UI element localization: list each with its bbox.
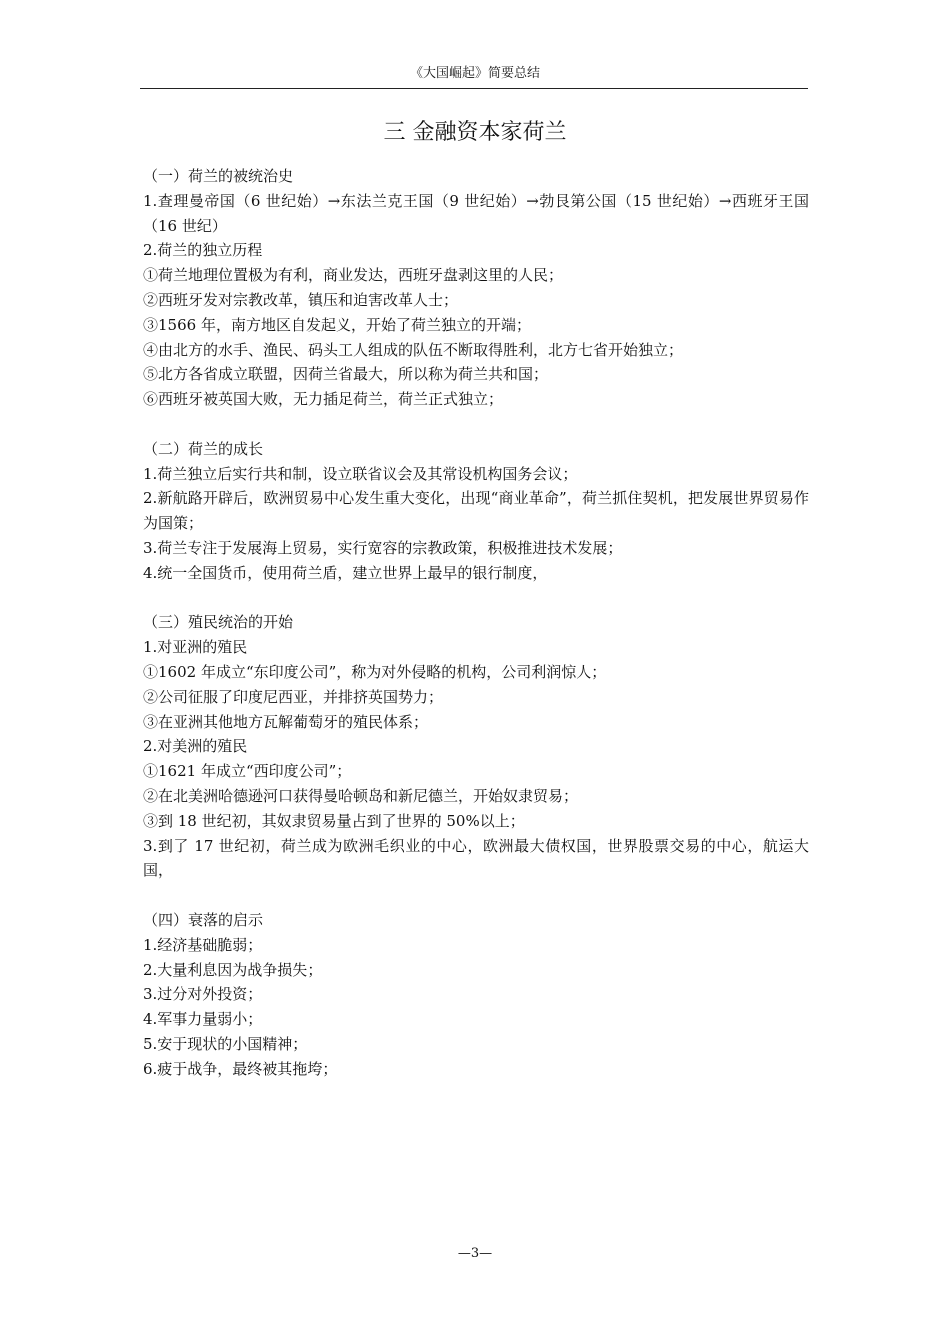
section-subjugation-history [143, 164, 809, 412]
document-body [143, 164, 809, 1081]
paragraph: 1.对亚洲的殖民 [143, 638, 248, 657]
list-item: ①1621 年成立“西印度公司”； [143, 762, 352, 781]
section-heading: （四）衰落的启示 [143, 910, 264, 929]
paragraph: 3.过分对外投资； [143, 985, 263, 1004]
section-heading: （一）荷兰的被统治史 [143, 167, 294, 185]
list-item: ②公司征服了印度尼西亚，并排挤英国势力； [143, 687, 444, 706]
page-title: 三 金融资本家荷兰 [383, 120, 567, 145]
list-item: ②在北美洲哈德逊河口获得曼哈顿岛和新尼德兰，开始奴隶贸易； [143, 786, 579, 805]
section-heading: （二）荷兰的成长 [143, 439, 264, 458]
section-heading: （三）殖民统治的开始 [143, 613, 294, 632]
section-decline-lessons [143, 908, 809, 1082]
paragraph: 3.到了 17 世纪初，荷兰成为欧洲毛织业的中心，欧洲最大债权国，世界股票交易的中心，航运大国， [143, 836, 809, 880]
paragraph: 1.查理曼帝国（6 世纪始）→东法兰克王国（9 世纪始）→勃艮第公国（15 世纪始）→西班牙王国（16 世纪） [143, 191, 809, 235]
list-item: ④由北方的水手、渔民、码头工人组成的队伍不断取得胜利，北方七省开始独立； [143, 340, 684, 359]
list-item: ③在亚洲其他地方瓦解葡萄牙的殖民体系； [143, 712, 429, 731]
paragraph: 4.军事力量弱小； [143, 1010, 263, 1029]
list-item: ⑥西班牙被英国大败，无力插足荷兰，荷兰正式独立； [143, 390, 504, 409]
spacer [143, 586, 809, 611]
paragraph: 4.统一全国货币，使用荷兰盾，建立世界上最早的银行制度， [143, 563, 548, 582]
paragraph: 5.安于现状的小国精神； [143, 1034, 308, 1053]
spacer [143, 412, 809, 437]
paragraph: 3.荷兰专注于发展海上贸易，实行宽容的宗教政策，积极推进技术发展； [143, 538, 623, 557]
paragraph: 2.大量利息因为战争损失； [143, 960, 323, 979]
paragraph: 2.对美洲的殖民 [143, 737, 248, 756]
list-item: ⑤北方各省成立联盟，因荷兰省最大，所以称为荷兰共和国； [143, 365, 549, 384]
spacer [143, 883, 809, 908]
running-header: 《大国崛起》简要总结 [409, 66, 540, 81]
list-item: ①1602 年成立“东印度公司”，称为对外侵略的机构，公司利润惊人； [143, 662, 607, 681]
paragraph: 6.疲于战争，最终被其拖垮； [143, 1059, 338, 1078]
paragraph: 1.经济基础脆弱； [143, 935, 263, 954]
paragraph: 1.荷兰独立后实行共和制，设立联省议会及其常设机构国务会议； [143, 464, 578, 483]
list-item: ①荷兰地理位置极为有利，商业发达，西班牙盘剥这里的人民； [143, 266, 564, 285]
list-item: ②西班牙发对宗教改革，镇压和迫害改革人士； [143, 290, 459, 309]
section-growth [143, 437, 809, 586]
section-colonial-rule [143, 610, 809, 883]
paragraph: 2.荷兰的独立历程 [143, 241, 263, 260]
list-item: ③到 18 世纪初，其奴隶贸易量占到了世界的 50%以上； [143, 811, 525, 830]
paragraph: 2.新航路开辟后，欧洲贸易中心发生重大变化，出现“商业革命”，荷兰抓住契机，把发展世界贸易作为国策； [143, 489, 809, 533]
list-item: ③1566 年，南方地区自发起义，开始了荷兰独立的开端； [143, 315, 531, 334]
header-divider [140, 88, 808, 89]
page-number: —3— [457, 1246, 493, 1261]
